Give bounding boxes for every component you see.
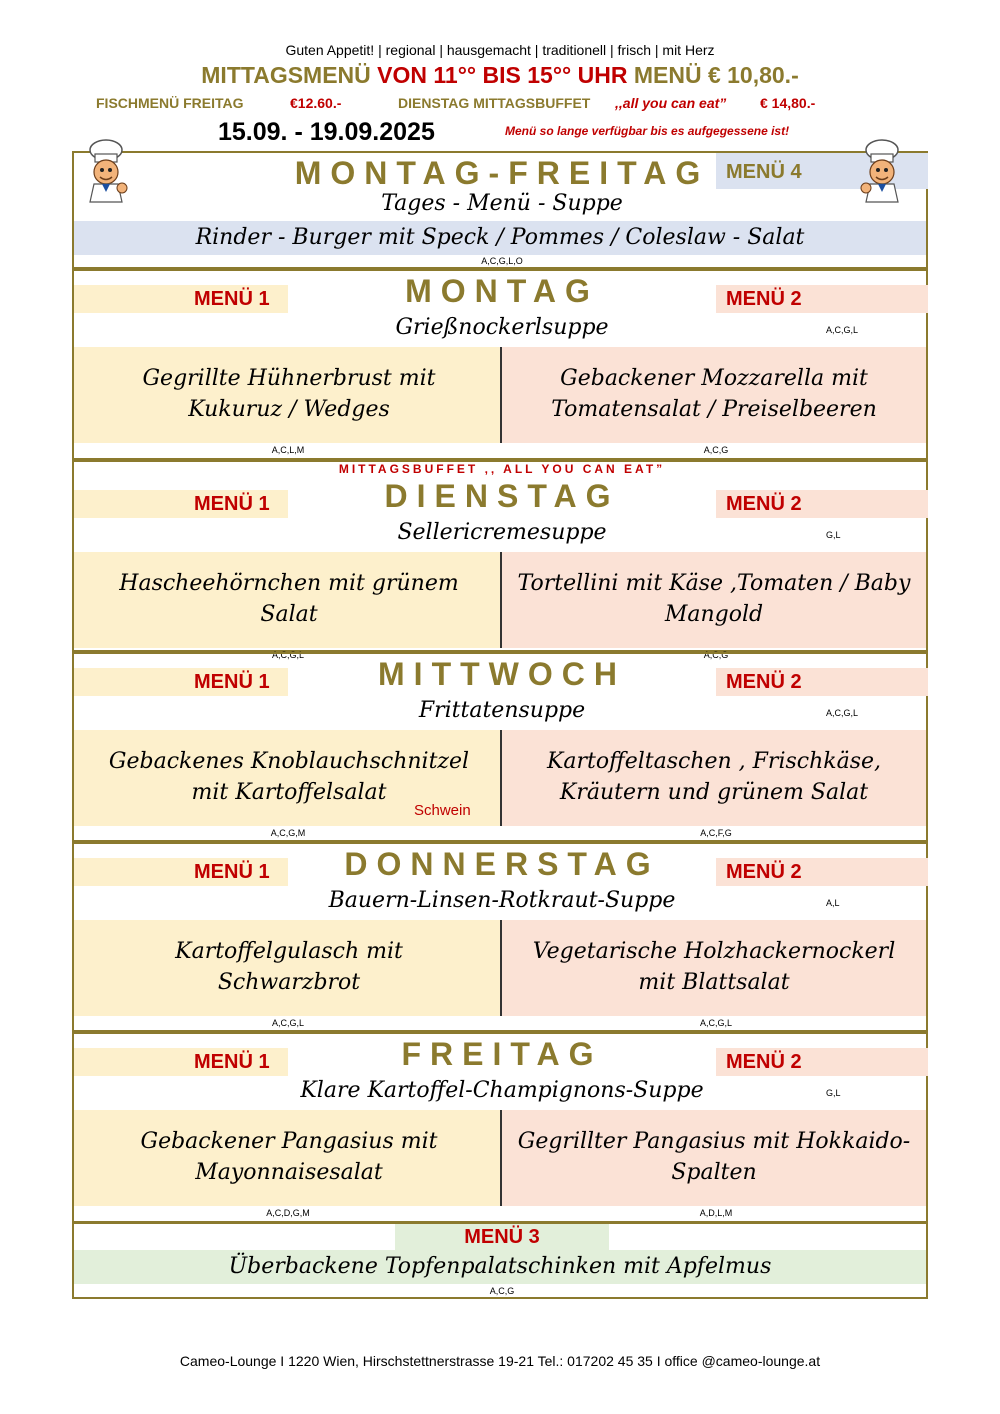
day-soup: Grießnockerlsuppe [395, 315, 609, 340]
menu2-allergens: A,C,G,L [699, 1018, 732, 1028]
menu1-dish: Gebackenes Knoblauchschnitzel mit Kartoffelsalat [108, 749, 470, 805]
fish-price: €12.60.- [290, 95, 342, 111]
menu2-label: MENÜ 2 [726, 493, 802, 515]
soup-allergens: G,L [826, 530, 841, 540]
menu2-dish: Kartoffeltaschen , Frischkäse, Kräutern und grünem Salat [546, 749, 882, 805]
weekly-dish-band [74, 221, 926, 255]
menu1-cell [74, 1110, 502, 1206]
menu1-note: Schwein [414, 802, 471, 819]
day-section [72, 269, 928, 460]
menu1-allergens: A,C,G,M [270, 828, 306, 838]
menu2-cell [502, 730, 926, 826]
menu1-dish: Kartoffelgulasch mit Schwarzbrot [175, 939, 403, 995]
day-soup: Klare Kartoffel-Champignons-Suppe [300, 1078, 704, 1103]
menu2-dish: Gegrillter Pangasius mit Hokkaido-Spalten [517, 1129, 911, 1185]
menu1-cell [74, 730, 502, 826]
menu2-label: MENÜ 2 [726, 288, 802, 310]
menu2-label: MENÜ 2 [726, 1051, 802, 1073]
menu1-label: MENÜ 1 [194, 671, 270, 693]
menu1-label: MENÜ 1 [194, 861, 270, 883]
menu3-dish-band [74, 1250, 926, 1284]
menu2-dish: Gebackener Mozzarella mit Tomatensalat / Preiselbeeren [551, 366, 877, 422]
menu2-dish: Tortellini mit Käse ,Tomaten / Baby Mangold [517, 571, 911, 627]
day-section [72, 652, 928, 842]
soup-allergens: A,C,G,L [826, 708, 859, 718]
menu2-dish: Vegetarische Holzhackernockerl mit Blattsalat [532, 939, 896, 995]
chef-mascot-icon [76, 138, 132, 204]
menu2-cell [502, 552, 926, 648]
tagline: Guten Appetit! | regional | hausgemacht | traditionell | frisch | mit Herz [285, 42, 715, 58]
day-soup: Bauern-Linsen-Rotkraut-Suppe [328, 888, 676, 913]
menu2-cell [502, 1110, 926, 1206]
day-name: MONTAG [405, 273, 599, 309]
page-title [0, 62, 1000, 89]
fish-label: FISCHMENÜ FREITAG [96, 95, 244, 111]
menu2-allergens: A,C,G [703, 650, 729, 660]
menu3-dish: Überbackene Topfenpalatschinken mit Apfelmus [228, 1254, 772, 1279]
day-soup: Sellericremesuppe [397, 520, 607, 545]
menu1-dish: Gegrillte Hühnerbrust mit Kukuruz / Wedges [142, 366, 436, 422]
date-range: 15.09. - 19.09.2025 [218, 118, 435, 146]
title-part-2: VON 11°° BIS 15°° UHR [377, 62, 628, 88]
soup-allergens: A,L [826, 898, 840, 908]
menu2-label: MENÜ 2 [726, 861, 802, 883]
weekly-heading: MONTAG-FREITAG [294, 155, 710, 191]
day-name: DONNERSTAG [344, 846, 660, 882]
day-section [72, 842, 928, 1032]
buffet-name: ,,all you can eat” [615, 95, 727, 111]
menu3-label: MENÜ 3 [464, 1226, 540, 1248]
menu1-allergens: A,C,G,L [271, 650, 304, 660]
day-name: DIENSTAG [384, 478, 620, 514]
weekly-allergens: A,C,G,L,O [481, 256, 523, 266]
menu2-cell [502, 347, 926, 443]
soup-allergens: G,L [826, 1088, 841, 1098]
chef-mascot-icon [856, 138, 912, 204]
day-section [72, 1032, 928, 1223]
menu1-label: MENÜ 1 [194, 1051, 270, 1073]
menu1-cell [74, 920, 502, 1016]
menu2-allergens: A,C,F,G [700, 828, 732, 838]
menu1-allergens: A,C,D,G,M [266, 1208, 310, 1218]
weekly-section [72, 151, 928, 269]
menu2-allergens: A,C,G [703, 445, 729, 455]
footer-text: Cameo-Lounge I 1220 Wien, Hirschstettnerstrasse 19-21 Tel.: 017202 45 35 I office @cameo-lounge.at [179, 1353, 821, 1369]
day-name: FREITAG [401, 1036, 603, 1072]
title-part-1: MITTAGSMENÜ [201, 62, 371, 88]
availability-note: Menü so lange verfügbar bis es aufgegessene ist! [505, 124, 790, 138]
menu1-allergens: A,C,G,L [271, 1018, 304, 1028]
menu1-cell [74, 347, 502, 443]
menu1-cell [74, 552, 502, 648]
buffet-price: € 14,80.- [760, 95, 816, 111]
day-section [72, 460, 928, 660]
weekly-menu-label: MENÜ 4 [726, 161, 802, 183]
weekly-soup: Tages - Menü - Suppe [381, 191, 623, 216]
menu2-label: MENÜ 2 [726, 671, 802, 693]
menu1-label: MENÜ 1 [194, 288, 270, 310]
title-part-3: MENÜ € 10,80.- [633, 62, 799, 88]
menu3-allergens: A,C,G [489, 1286, 515, 1296]
menu2-cell [502, 920, 926, 1016]
weekly-dish: Rinder - Burger mit Speck / Pommes / Coleslaw - Salat [195, 225, 805, 250]
soup-allergens: A,C,G,L [826, 325, 859, 335]
day-soup: Frittatensuppe [418, 698, 586, 723]
menu1-label: MENÜ 1 [194, 493, 270, 515]
buffet-banner: MITTAGSBUFFET ,, ALL YOU CAN EAT” [338, 462, 666, 476]
menu1-allergens: A,C,L,M [271, 445, 305, 455]
menu1-dish: Gebackener Pangasius mit Mayonnaisesalat [140, 1129, 438, 1185]
menu2-allergens: A,D,L,M [699, 1208, 733, 1218]
menu1-dish: Hascheehörnchen mit grünem Salat [119, 571, 459, 627]
menu3-section [72, 1222, 928, 1299]
buffet-label: DIENSTAG MITTAGSBUFFET [398, 95, 591, 111]
day-name: MITTWOCH [378, 656, 626, 692]
